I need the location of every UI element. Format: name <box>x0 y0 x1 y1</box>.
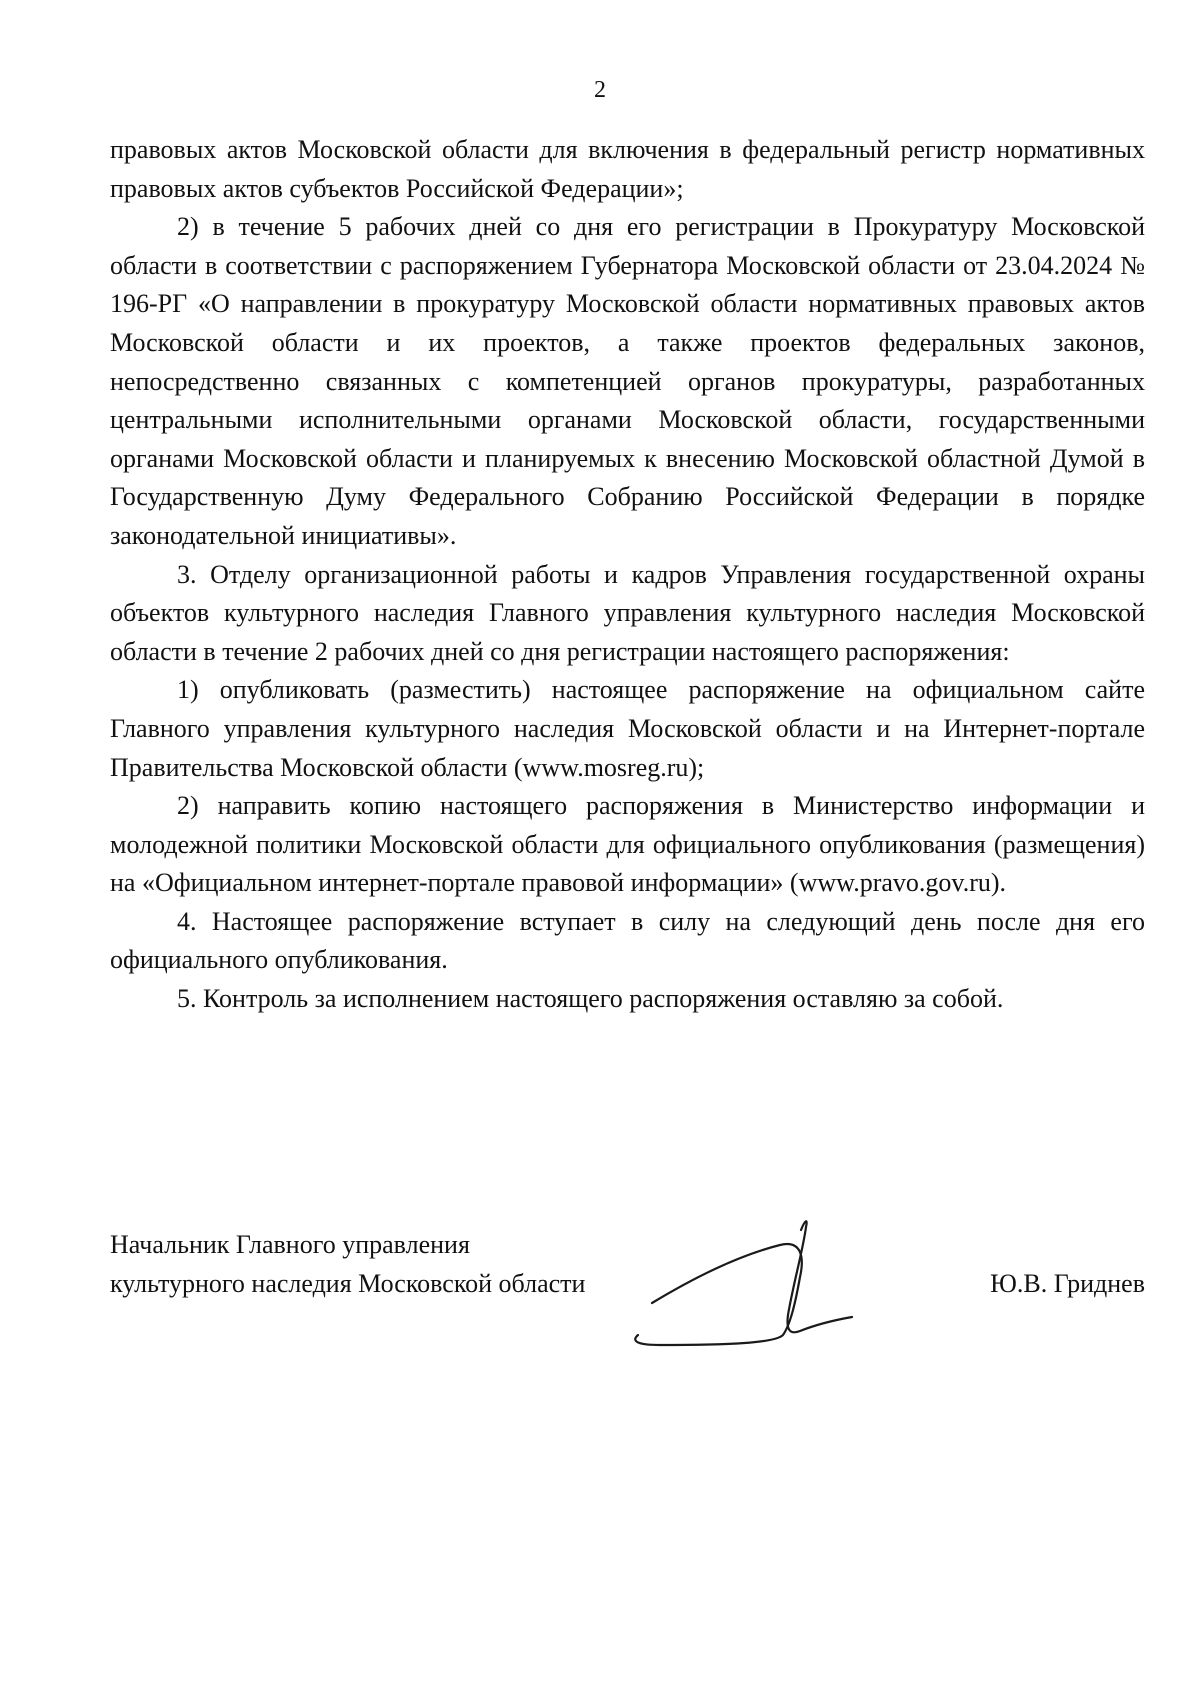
paragraph-publish-website: 1) опубликовать (разместить) настоящее распоряжение на официальном сайте Главного управления культурного наследия Московской области и на Интернет-портале Правительства Московской области (www.mosreg.ru); <box>110 675 1145 782</box>
paragraph-item-3: 3. Отделу организационной работы и кадров Управления государственной охраны объектов культурного наследия Главного управления культурного наследия Московской области в течение 2 рабочих дней со дня регистрации настоящего распоряжения: <box>110 559 1145 666</box>
paragraph-item-4: 4. Настоящее распоряжение вступает в силу на следующий день после дня его официального опубликования. <box>110 906 1145 975</box>
signatory-position-line2: культурного наследия Московской области <box>110 1269 586 1298</box>
paragraph-prosecutor-submission: 2) в течение 5 рабочих дней со дня его регистрации в Прокуратуру Московской области в соответствии с распоряжением Губернатора Московской области от 23.04.2024 № 196-РГ «О направлении в прокуратуру Московской области нормативных правовых актов Московской области и их проектов, а также проектов федеральных законов, непосредственно связанных с компетенцией органов прокуратуры, разработанных центральными исполнительными органами Московской области, государственными органами Московской области и планируемых к внесению Московской областной Думой в Государственную Думу Федерального Собранию Российской Федерации в порядке законодательной инициативы». <box>110 212 1145 550</box>
paragraph-send-copy: 2) направить копию настоящего распоряжения в Министерство информации и молодежной политики Московской области для официального опубликования (размещения) на «Официальном интернет-портале правовой информации» (www.pravo.gov.ru). <box>110 791 1145 898</box>
signatory-position-line1: Начальник Главного управления <box>110 1230 470 1259</box>
signature-block <box>0 1225 1200 1375</box>
signatory-name: Ю.В. Гриднев <box>990 1269 1145 1298</box>
signatory-position <box>110 1225 585 1303</box>
handwritten-signature <box>600 1215 900 1365</box>
page-number: 2 <box>594 77 606 103</box>
paragraph-continuation: правовых актов Московской области для включения в федеральный регистр нормативных правовых актов субъектов Российской Федерации»; <box>110 135 1145 203</box>
paragraph-item-5: 5. Контроль за исполнением настоящего распоряжения оставляю за собой. <box>177 984 1004 1014</box>
document-body <box>110 131 1145 1019</box>
